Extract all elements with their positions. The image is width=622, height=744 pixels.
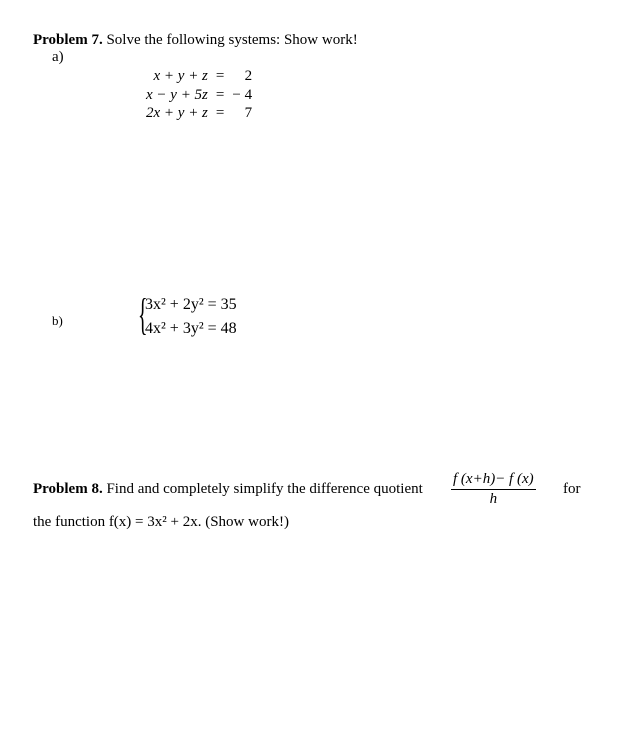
problem-8-line-2: the function f(x) = 3x² + 2x. (Show work!) xyxy=(33,514,289,530)
problem-7-heading xyxy=(33,32,358,49)
part-b-label: b) xyxy=(52,313,63,328)
problem-8-label: Problem 8. xyxy=(33,481,103,497)
system-a xyxy=(146,67,252,123)
equation-rhs: 7 xyxy=(244,105,253,121)
problem-7-label: Problem 7. xyxy=(33,32,103,48)
for-text: for xyxy=(563,481,581,497)
numerator: f (x+h)− f (x) xyxy=(451,471,536,490)
equals: = xyxy=(215,86,225,103)
problem-7-text: Solve the following systems: Show work! xyxy=(102,32,358,48)
equation-rhs: 2 xyxy=(244,68,253,84)
part-a-label: a) xyxy=(52,49,64,65)
problem-8-text: Find and completely simplify the difference quotient xyxy=(102,481,423,497)
problem-8-heading xyxy=(33,481,423,498)
equation-rhs: − 4 xyxy=(232,86,253,103)
brace-icon: { xyxy=(138,290,148,339)
equals: = xyxy=(215,105,225,121)
difference-quotient xyxy=(451,471,536,508)
equals: = xyxy=(215,68,225,84)
equation-lhs: x + y + z xyxy=(153,68,208,84)
equation-lhs: x − y + 5z xyxy=(146,86,208,103)
system-b xyxy=(145,293,237,341)
denominator: h xyxy=(489,491,498,507)
equation: 4x² + 3y² = 48 xyxy=(145,320,237,337)
equation-lhs: 2x + y + z xyxy=(146,105,208,121)
equation: 3x² + 2y² = 35 xyxy=(145,296,237,313)
